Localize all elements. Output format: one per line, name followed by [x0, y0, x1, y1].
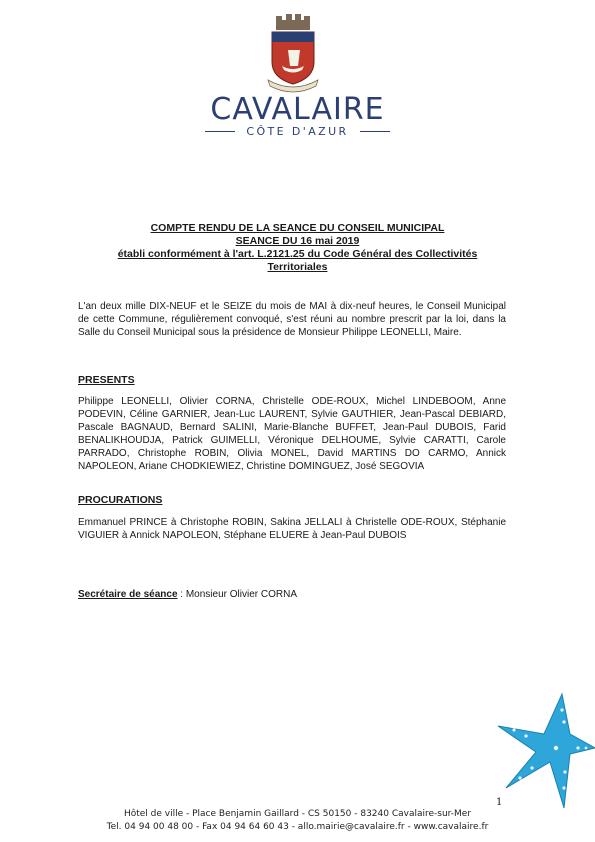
- heading-line-1: COMPTE RENDU DE LA SEANCE DU CONSEIL MUNICIPAL: [150, 222, 445, 234]
- heading-line-3: établi conformément à l'art. L.2121.25 du Code Général des Collectivités: [117, 248, 478, 260]
- brand-name: CAVALAIRE: [210, 92, 385, 127]
- intro-paragraph: L'an deux mille DIX-NEUF et le SEIZE du mois de MAI à dix-neuf heures, le Conseil Municipal de cette Commune, régulièrement convoqué, s'est réuni au nombre prescrit par la loi, dans la Salle du Conseil Municipal sous la présidence de Monsieur Philippe LEONELLI, Maire.: [78, 301, 506, 338]
- starfish-icon: [492, 690, 595, 810]
- presents-title: PRESENTS: [78, 374, 135, 386]
- brand-rule-right: [360, 131, 390, 132]
- presents-list: Philippe LEONELLI, Olivier CORNA, Christelle ODE-ROUX, Michel LINDEBOOM, Anne PODEVIN, Céline GARNIER, Jean-Luc LAURENT, Sylvie GAUTHIER, Jean-Pascal DEBIARD, Pascale BAGNAUD, Bernard SALINI, Marie-Blanche BUFFET, Jean-Paul DUBOIS, Farid BENALIKHOUDJA, Patrick GUIMELLI, Véronique DELHOUME, Sylvie CARATTI, Carole PARRADO, Christophe ROBIN, Olivia MONEL, David MARTINS DO CARMO, Annick NAPOLEON, Ariane CHODKIEWIEZ, Christine DOMINGUEZ, José SEGOVIA: [78, 396, 506, 472]
- procurations-title: PROCURATIONS: [78, 494, 163, 506]
- city-coat-of-arms-icon: [262, 14, 324, 94]
- brand-subtitle: CÔTE D'AZUR: [246, 125, 349, 138]
- footer-address: Hôtel de ville - Place Benjamin Gaillard - CS 50150 - 83240 Cavalaire-sur-Mer: [123, 809, 472, 819]
- footer-contact: Tel. 04 94 00 48 00 - Fax 04 94 64 60 43 - allo.mairie@cavalaire.fr - www.cavalaire.fr: [106, 822, 489, 832]
- secretary-value: : Monsieur Olivier CORNA: [177, 589, 297, 600]
- procurations-list: Emmanuel PRINCE à Christophe ROBIN, Sakina JELLALI à Christelle ODE-ROUX, Stéphanie VIGUIER à Annick NAPOLEON, Stéphane ELUERE à Jean-Paul DUBOIS: [78, 517, 506, 541]
- document-heading: [90, 222, 505, 274]
- page-number: 1: [496, 797, 503, 808]
- secretary-line: [78, 589, 297, 600]
- heading-line-2: SEANCE DU 16 mai 2019: [235, 235, 360, 247]
- heading-line-4: Territoriales: [267, 261, 328, 273]
- secretary-label: Secrétaire de séance: [78, 589, 178, 600]
